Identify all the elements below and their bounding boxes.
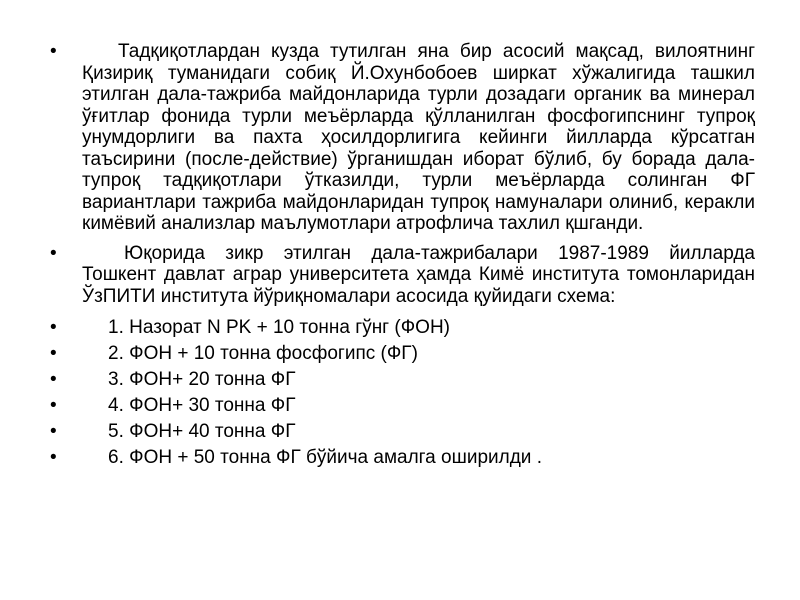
paragraph-bullet — [50, 243, 755, 308]
scheme-list-item — [50, 421, 755, 443]
scheme-list-item — [50, 369, 755, 391]
scheme-list-item — [50, 395, 755, 417]
paragraph-text: Тадқиқотлардан кузда тутилган яна бир асосий мақсад, вилоятнинг Қизириқ туманидаги собиқ Й.Охунбобоев ширкат хўжалигида ташкил этилган дала-тажриба майдонларида турли дозадаги органик ва минерал ўғитлар фонида турли меъёрларда қўлланилган фосфогипснинг тупроқ унумдорлиги ва пахта ҳосилдорлигига кейинги йилларда кўрсатган таъсирини (после-действие) ўрганишдан иборат бўлиб, бу борада дала-тупроқ тадқиқотлари ўтказилди, турли меъёрларда солинган ФГ вариантлари тажриба майдонларидан тупроқ намуналари олиниб, керакли кимёвий анализлар маълумотлари атрофлича тахлил қшганди. — [82, 41, 755, 234]
bullet-icon: • — [50, 242, 57, 264]
paragraph-bullet — [50, 41, 755, 235]
scheme-list-item — [50, 317, 755, 339]
scheme-item-text: 6. ФОН + 50 тонна ФГ бўйича амалга оширилди . — [108, 447, 542, 468]
scheme-item-text: 1. Назорат N PK + 10 тонна гўнг (ФОН) — [108, 317, 450, 338]
bullet-icon: • — [50, 41, 57, 62]
bullet-icon: • — [50, 447, 57, 468]
paragraph-text: Юқорида зикр этилган дала-тажрибалари 1987-1989 йилларда Тошкент давлат аграр университета ҳамда Кимё института томонларидан ЎзПИТИ института йўриқномалари асосида қуйидаги схема: — [82, 242, 755, 307]
bullet-icon: • — [50, 343, 57, 364]
bullet-icon: • — [50, 317, 57, 338]
bullet-icon: • — [50, 369, 57, 390]
scheme-list-item — [50, 343, 755, 365]
slide-content — [50, 41, 755, 473]
scheme-item-text: 2. ФОН + 10 тонна фосфогипс (ФГ) — [108, 343, 418, 364]
scheme-item-text: 4. ФОН+ 30 тонна ФГ — [108, 395, 296, 416]
scheme-list-item — [50, 447, 755, 469]
scheme-item-text: 5. ФОН+ 40 тонна ФГ — [108, 421, 296, 442]
scheme-item-text: 3. ФОН+ 20 тонна ФГ — [108, 369, 296, 390]
bullet-icon: • — [50, 421, 57, 442]
bullet-icon: • — [50, 395, 57, 416]
